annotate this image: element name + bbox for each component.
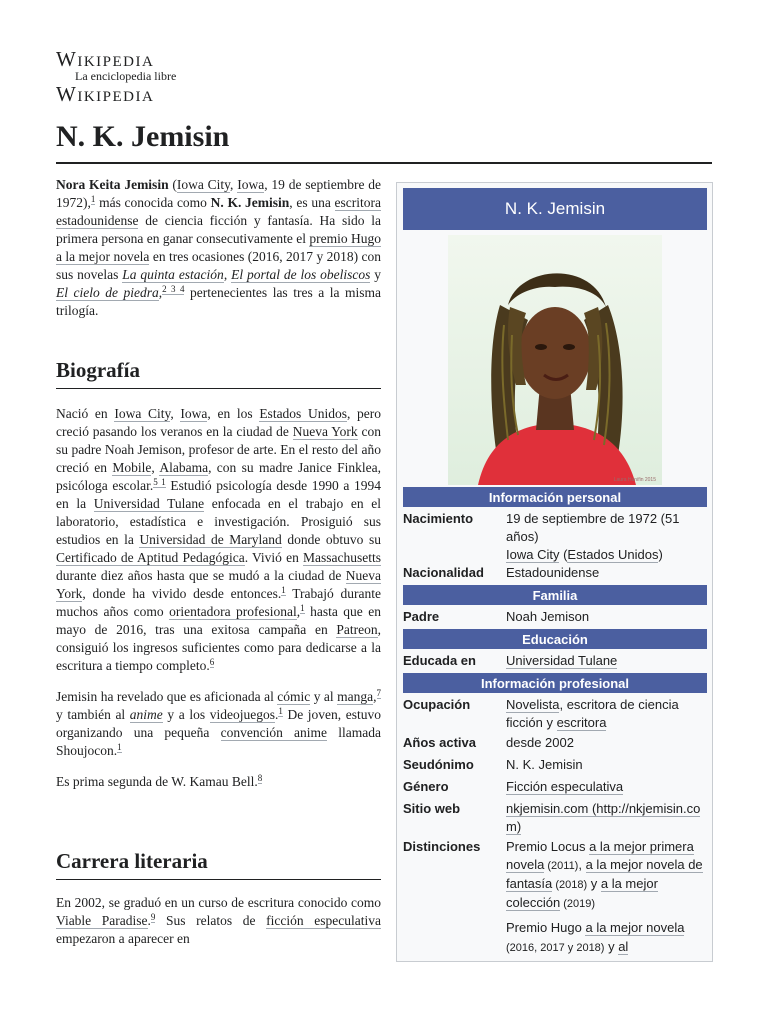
link-estados-unidos[interactable]: Estados Unidos [259,406,347,421]
label-ocupacion: Ocupación [403,697,471,712]
label-sitio-web: Sitio web [403,801,461,816]
value-seudonimo: N. K. Jemisin [506,757,583,772]
label-distinciones: Distinciones [403,839,481,854]
link-escritora[interactable]: escritora [556,715,607,730]
biografia-paragraph-3: Es prima segunda de W. Kamau Bell.$^8$ [56,772,263,789]
link-hugo-al[interactable]: al [618,939,629,954]
logo-wordmark: Wikipedia [56,47,155,71]
link-universidad-tulane[interactable]: Universidad Tulane [506,653,618,668]
link-iowa[interactable]: Iowa [237,177,265,192]
label-seudonimo: Seudónimo [403,757,474,772]
carrera-paragraph-1: En 2002, se graduó en un curso de escritura conocido como Viable Paradise.$^9$ Sus relatos de ficción especulativa empezaron a aparecer en [56,895,381,946]
label-educada-en: Educada en [403,653,476,668]
value-anos-activa: desde 2002 [506,735,574,750]
link-premio-hugo[interactable]: premio Hugo a la mejor novela [56,231,382,264]
value-nacimiento: 19 de septiembre de 1972 (51 años) Iowa City (Estados Unidos) [506,511,680,562]
link-locus-primera-novela[interactable]: a la mejor primera novela [506,839,694,872]
label-padre: Padre [403,609,440,624]
logo-wordmark-secondary: Wikipedia [56,82,155,106]
ref-9[interactable]: 9 [150,911,156,922]
ref-1[interactable]: 1 [117,741,122,752]
link-universidad-maryland[interactable]: Universidad de Maryland [139,532,282,547]
value-nacionalidad: Estadounidense [506,565,600,580]
value-padre: Noah Jemison [506,609,590,624]
page-title: N. K. Jemisin [56,112,712,164]
logo-tagline: La enciclopedia libre [75,69,177,83]
ref-2-3-4[interactable]: 2 3 4 [162,283,185,294]
ref-6[interactable]: 6 [209,656,215,667]
ref-1[interactable]: 1 [281,584,286,595]
link-locus-novela-fantasia[interactable]: a la mejor novela de fantasía [506,857,703,891]
infobox [396,182,713,962]
label-genero: Género [403,779,449,794]
link-orientadora[interactable]: orientadora profesional [169,604,297,619]
link-patreon[interactable]: Patreon [336,622,378,637]
link-estados-unidos[interactable]: Estados Unidos [567,547,659,562]
section-informacion-profesional: Información profesional [403,673,707,693]
label-nacimiento: Nacimiento [403,511,474,526]
link-manga[interactable]: manga [337,689,374,704]
link-anime[interactable]: anime [129,707,163,722]
portrait-illustration [448,235,662,485]
link-hugo-novela[interactable]: a la mejor novela [585,920,685,935]
link-alabama[interactable]: Alabama [159,460,209,475]
biografia-paragraph-1: Nació en Iowa City, Iowa, en los Estados Unidos, pero creció pasando los veranos en la ciudad de Nueva York con su padre Noah Jemison, profesor de arte. En el resto del año creció en Mobile, Alabama, con su madre Janice Finklea, psicóloga escolar.$^{5 1}$ Estudió psicología desde 1990 a 1994 en la Universidad Tulane enfocada en el trabajo en el laboratorio, estadística e investigación. Prosiguió sus estudios en la Universidad de Maryland donde obtuvo su Certificado de Aptitud Pedagógica. Vivió en Massachusetts durante diez años hasta que se mudó a la ciudad de Nueva York, donde ha vivido desde entonces.$^1$ Trabajó durante muchos años como orientadora profesional,$^1$ hasta que en mayo de 2016, tras una exitosa campaña en Patreon, consiguió los ingresos suficientes como para dedicarse a la escritura a tiempo completo.$^6$ [56,406,382,673]
ref-1[interactable]: 1 [278,705,283,716]
link-iowa-city[interactable]: Iowa City [114,406,171,421]
section-carrera-literaria [56,843,381,948]
link-locus-coleccion[interactable]: a la mejor colección [506,876,658,910]
photo-credit: Laura Hanifin 2015 [613,477,656,483]
biografia-paragraph-2: Jemisin ha revelado que es aficionada al cómic y al manga,$^7$ y también al anime y a los videojuegos.$^1$ De joven, estuvo organizando una pequeña convención anime llamada Shoujocon.$^1$ [56,687,382,758]
link-certificado[interactable]: Certificado de Aptitud Pedagógica [56,550,245,565]
link-iowa-city[interactable]: Iowa City [506,547,560,562]
link-videojuegos[interactable]: videojuegos [209,707,275,722]
ref-7[interactable]: 7 [376,687,381,698]
link-universidad-tulane[interactable]: Universidad Tulane [93,496,205,511]
link-ficcion-especulativa[interactable]: Ficción especulativa [506,779,624,794]
link-viable-paradise[interactable]: Viable Paradise [56,913,148,928]
wikipedia-logo[interactable] [56,48,176,105]
section-familia: Familia [403,585,707,605]
heading-biografia: Biografía [56,352,381,389]
link-quinta-estacion[interactable]: La quinta estación [122,267,224,282]
ref-8[interactable]: 8 [257,772,263,783]
intro-paragraph: Nora Keita Jemisin (Iowa City, Iowa, 19 de septiembre de 1972),$^1$ más conocida como N. K. Jemisin, es una escritora estadounidense de ciencia ficción y fantasía. Ha sido la primera persona en ganar consecutivamente el premio Hugo a la mejor novela en tres ocasiones (2016, 2017 y 2018) con sus novelas La quinta estación, El portal de los obeliscos y El cielo de piedra,$^{2 3 4}$ pertenecientes las tres a la misma trilogía. [56,177,382,318]
section-informacion-personal: Información personal [403,487,707,507]
section-biografia [56,352,381,791]
link-comic[interactable]: cómic [277,689,311,704]
link-convencion-anime[interactable]: convención anime [220,725,328,740]
link-nueva-york[interactable]: Nueva York [292,424,358,439]
ref-5-1[interactable]: 5 1 [153,476,166,487]
link-cielo-piedra[interactable]: El cielo de piedra [56,285,159,300]
link-iowa[interactable]: Iowa [180,406,208,421]
portrait-photo[interactable] [448,235,662,485]
value-distinciones: Premio Locus a la mejor primera novela (2011), a la mejor novela de fantasía (2018) y a la mejor colección (2019) Premio Hugo a la mejor novela (2016, 2017 y 2018) y al [506,839,703,954]
link-novelista[interactable]: Novelista [506,697,560,712]
link-portal-obeliscos[interactable]: El portal de los obeliscos [231,267,371,282]
section-educacion: Educación [403,629,707,649]
link-massachusetts[interactable]: Massachusetts [303,550,381,565]
label-anos-activa: Años activa [403,735,476,750]
link-mobile[interactable]: Mobile [112,460,152,475]
infobox-title: N. K. Jemisin [403,188,707,230]
ref-1[interactable]: 1 [90,193,96,204]
ref-1[interactable]: 1 [300,602,305,613]
link-iowa-city[interactable]: Iowa City [176,177,231,192]
heading-carrera-literaria: Carrera literaria [56,843,381,880]
label-nacionalidad: Nacionalidad [403,565,484,580]
value-ocupacion: Novelista, escritora de ciencia ficción y escritora [506,697,679,730]
link-nueva-york-2[interactable]: Nueva York [56,568,381,601]
link-escritora[interactable]: escritora estadounidense [56,195,381,228]
link-ficcion-especulativa[interactable]: ficción especulativa [266,913,381,928]
link-sitio-web[interactable]: nkjemisin.com (http://nkjemisin.com) [506,801,701,834]
